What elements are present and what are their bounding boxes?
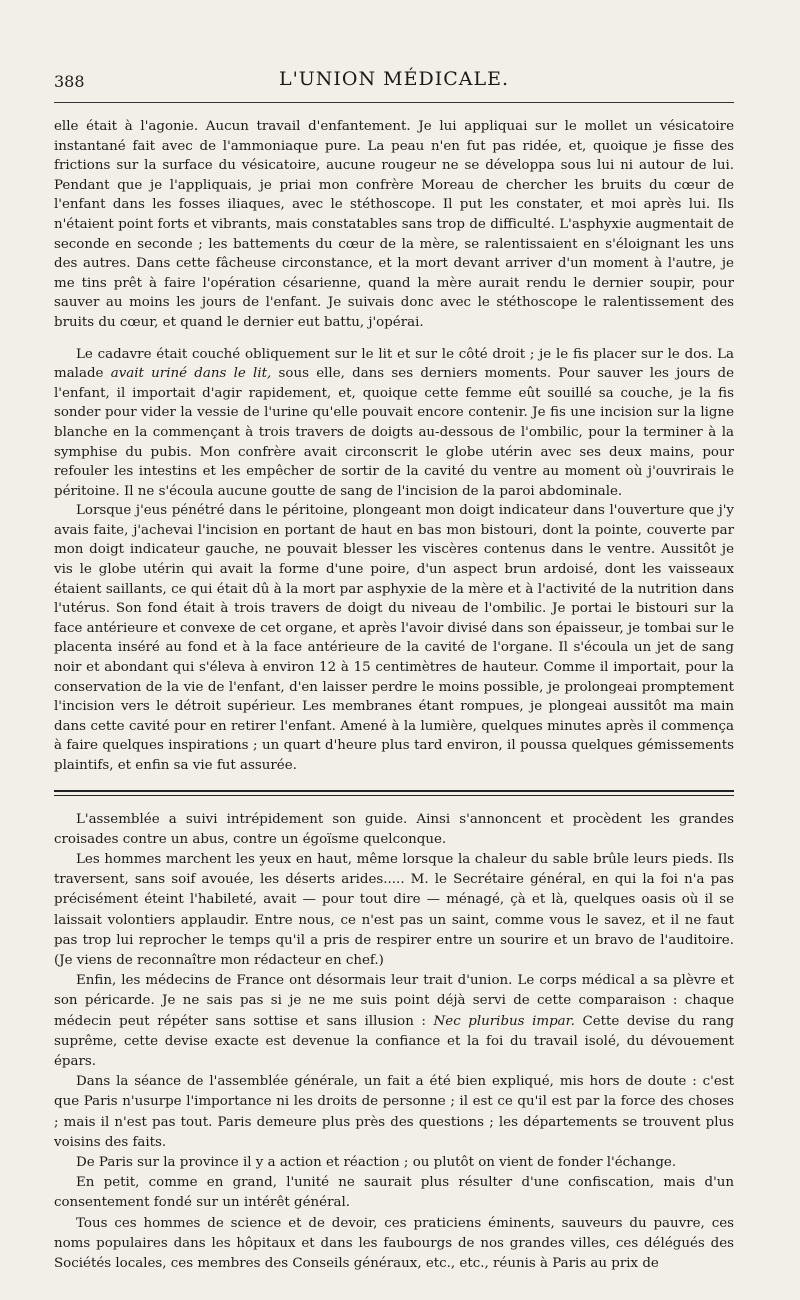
paragraph: De Paris sur la province il y a action et réaction ; ou plutôt on vient de fonder l'échange. [76, 1155, 677, 1171]
paragraph [54, 971, 734, 1072]
header-rule [54, 102, 734, 103]
paragraph-text: sous elle, dans ses derniers moments. Pour sauver les jours de l'enfant, il importait d'agir rapidement, et, quoique cette femme eût souillé sa couche, je la fis sonder pour vider la vessie de l'urine qu'elle pouvait encore contenir. Je fis une incision sur la ligne blanche en la commençant à trois travers de doigts au-dessous de l'ombilic, pour la terminer à la symphise du pubis. Mon confrère avait circonscrit le globe utérin avec ses deux mains, pour refouler les intestins et les empêcher de sortir de la cavité du ventre au moment où j'ouvrirais le péritoine. Il ne s'écoula aucune goutte de sang de l'incision de la paroi abdominale. [54, 366, 734, 499]
running-title: L'UNION MÉDICALE. [278, 68, 510, 90]
paragraph: Lorsque j'eus pénétré dans le péritoine, plongeant mon doigt indicateur dans l'ouverture que j'y avais faite, j'achevai l'incision en portant de haut en bas mon bistouri, dont la pointe, couverte par mon doigt indicateur gauche, ne pouvait blesser les viscères contenus dans le ventre. Aussitôt je vis le globe utérin qui avait la forme d'une poire, d'un aspect brun ardoisé, dont les vaisseaux étaient saillants, ce qui était dû à la mort par asphyxie de la mère et à l'activité de la nutrition dans l'utérus. Son fond était à trois travers de doigt du niveau de l'ombilic. Je portai le bistouri sur la face antérieure et convexe de cet organe, et après l'avoir divisé dans son épaisseur, je tombai sur le placenta inséré au fond et à la face antérieure de la cavité de l'organe. Il s'écoula un jet de sang noir et abondant qui s'éleva à environ 12 à 15 centimètres de hauteur. Comme il importait, pour la conservation de la vie de l'enfant, d'en laisser perdre le moins possible, je prolongeai promptement l'incision vers le détroit supérieur. Les membranes étant rompues, je plongeai aussitôt ma main dans cette cavité pour en retirer l'enfant. Amené à la lumière, quelques minutes après il commença à faire quelques inspirations ; un quart d'heure plus tard environ, il poussa quelques gémissements plaintifs, et enfin sa vie fut assurée. [54, 503, 734, 773]
feuilleton-section [54, 810, 734, 1275]
page-number: 388 [54, 72, 85, 91]
section-divider [54, 790, 734, 796]
paragraph: Les hommes marchent les yeux en haut, même lorsque la chaleur du sable brûle leurs pieds. Ils traversent, sans soif avouée, les déserts arides..... M. le Secrétaire général, en qui la foi n'a pas précisément éteint l'habileté, avait — pour tout dire — ménagé, çà et là, quelques oasis où il se laissait volontiers applaudir. Entre nous, ce n'est pas un saint, comme vous le savez, et il ne faut pas trop lui reprocher le temps qu'il a pris de respirer entre un sourire et un bravo de l'auditoire. (Je viens de reconnaître mon rédacteur en chef.) [54, 852, 734, 969]
paragraph-text: Le cadavre était couché obliquement sur le lit et sur le côté droit ; je le fis placer sur le dos. La malade [54, 346, 734, 382]
paragraph-text: Enfin, les médecins de France ont désormais leur trait d'union. Le corps médical a sa plèvre et son péricarde. Je ne sais pas si je ne me suis point déjà servi de cette comparaison : chaque médecin peut répéter sans sottise et sans illusion : [54, 973, 734, 1029]
journal-page [54, 68, 734, 1274]
divider-thin-rule [54, 795, 734, 796]
page-header [54, 68, 734, 96]
paragraph: En petit, comme en grand, l'unité ne saurait plus résulter d'une confiscation, mais d'un consentement fondé sur un intérêt général. [54, 1175, 734, 1211]
paragraph: L'assemblée a suivi intrépidement son guide. Ainsi s'annoncent et procèdent les grandes croisades contre un abus, contre un égoïsme quelconque. [54, 811, 734, 847]
paragraph: Dans la séance de l'assemblée générale, un fait a été bien expliqué, mis hors de doute : c'est que Paris n'usurpe l'importance ni les droits de personne ; il est ce qu'il est par la force des choses ; mais il n'est pas tout. Paris demeure plus près des questions ; les départements se trouvent plus voisins des faits. [54, 1074, 734, 1150]
latin-motto: Nec pluribus impar. [433, 1013, 575, 1029]
italic-phrase: avait uriné dans le lit, [110, 366, 272, 382]
paragraph-text: Cette devise du rang suprême, cette devise exacte est devenue la confiance et la foi du travail isolé, du dévouement épars. [54, 1013, 735, 1070]
case-report-section [54, 117, 734, 776]
paragraph: elle était à l'agonie. Aucun travail d'enfantement. Je lui appliquai sur le mollet un vésicatoire instantané fait avec de l'ammoniaque pure. La peau n'en fut pas ridée, et, quoique je fisse des frictions sur la surface du vésicatoire, aucune rougeur ne se développa sous lui ni autour de lui. Pendant que je l'appliquais, je priai mon confrère Moreau de chercher les bruits du cœur de l'enfant dans les fosses iliaques, avec le stéthoscope. Il put les constater, et moi après lui. Ils n'étaient point forts et vibrants, mais constatables sans trop de difficulté. L'asphyxie augmentait de seconde en seconde ; les battements du cœur de la mère, se ralentissaient en s'éloignant les uns des autres. Dans cette fâcheuse circonstance, et la mort devant arriver d'un moment à l'autre, je me tins prêt à faire l'opération césarienne, quand la mère aurait rendu le dernier soupir, pour sauver au moins les jours de l'enfant. Je suivais donc avec le stéthoscope le ralentissement des bruits du cœur, et quand le dernier eut battu, j'opérai. [54, 119, 734, 330]
divider-thick-rule [54, 790, 734, 792]
paragraph [54, 345, 734, 502]
paragraph: Tous ces hommes de science et de devoir, ces praticiens éminents, sauveurs du pauvre, ces noms populaires dans les hôpitaux et dans les faubourgs de nos grandes villes, ces délégués des Sociétés locales, ces membres des Conseils généraux, etc., etc., réunis à Paris au prix de [54, 1215, 734, 1272]
